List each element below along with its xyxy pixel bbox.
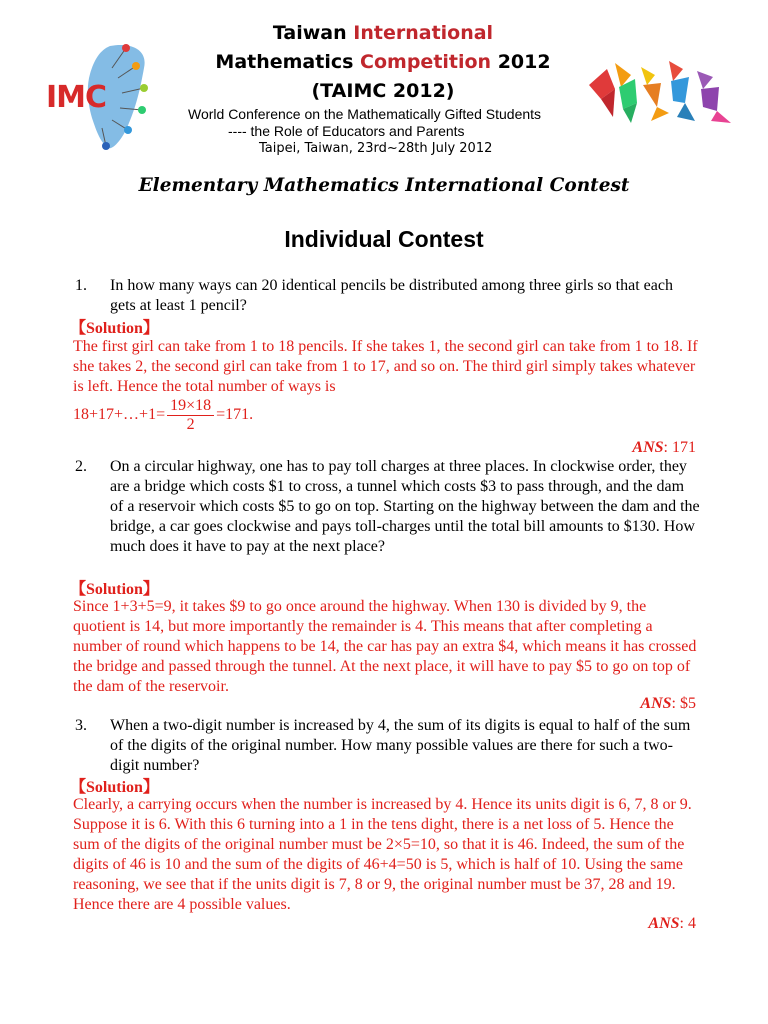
header-international: International bbox=[353, 22, 494, 44]
answer-value: : 4 bbox=[679, 915, 696, 932]
formula-right: =171. bbox=[216, 406, 254, 424]
problem-3-solution: Clearly, a carrying occurs when the number is increased by 4. Hence its units digit is 6, 7, 8 or 9. Suppose it is 6. With this 6 turning into a 1 in the tens dight, there is a net loss of 5. Hence the sum of the digits of the original number must be 2×5=10, so that it is 46. Indeed, the sum of the digits of 46 is 10 and the sum of the digits of 46+4=50 is 5, which is half of 10. Using the same reasoning, we see that if the units digit is 7, 8 or 9, the original number must be 37, 28 and 19. Hence there are 4 possible values. bbox=[73, 796, 692, 913]
header-taiwan: Taiwan bbox=[272, 22, 354, 44]
problem-2-question: On a circular highway, one has to pay toll charges at three places. In clockwise order, they are a bridge which costs $1 to cross, a tunnel which costs $3 to pass through, and the dam of a reservoir which costs $5 to go on top. Starting on the highway between the dam and the bridge, a car goes clockwise and pays toll-charges until the total bill amounts to $130. How much does it have to pay at the next place? bbox=[110, 458, 700, 555]
problem-1-solution: The first girl can take from 1 to 18 pencils. If she takes 1, the second girl can take from 1 to 18. If she takes 2, the second girl can take from 1 to 17, and so on. The third girl simply takes whatever is left. Hence the total number of ways is bbox=[73, 338, 698, 395]
problem-1-number: 1. bbox=[75, 277, 87, 294]
problem-2-number: 2. bbox=[75, 458, 87, 475]
answer-value: : $5 bbox=[671, 695, 696, 712]
problem-2-answer bbox=[640, 695, 696, 713]
problem-2-solution: Since 1+3+5=9, it takes $9 to go once around the highway. When 130 is divided by 9, the quotient is 14, but more importantly the remainder is 4. This means that after completing a number of round which happens to be 14, the car has pay an extra $4, which means it has crossed the bridge and passed through the tunnel. At the next place, it will have to pay $5 to go on top of the dam of the reservoir. bbox=[73, 598, 697, 695]
formula-fraction bbox=[167, 397, 214, 434]
header-competition: Competition bbox=[360, 51, 492, 73]
problem-1-answer bbox=[632, 439, 696, 457]
tangram-figures-logo bbox=[585, 55, 735, 127]
header-line-2 bbox=[163, 51, 603, 73]
header-year: 2012 bbox=[491, 51, 551, 73]
section-title: Individual Contest bbox=[284, 226, 484, 252]
conference-title: World Conference on the Mathematically Gifted Students bbox=[188, 106, 542, 122]
problem-3-answer bbox=[648, 915, 696, 933]
problem-3-number: 3. bbox=[75, 717, 87, 734]
formula-left: 18+17+…+1= bbox=[73, 406, 166, 424]
ans-label: ANS bbox=[648, 915, 680, 932]
fraction-numerator: 19×18 bbox=[167, 397, 214, 416]
fraction-denominator: 2 bbox=[186, 416, 195, 433]
header-mathematics: Mathematics bbox=[215, 51, 361, 73]
problem-1-solution-label: 【Solution】 bbox=[70, 320, 159, 337]
ans-label: ANS bbox=[632, 439, 664, 456]
ans-label: ANS bbox=[640, 695, 672, 712]
header-line-3: (TAIMC 2012) bbox=[311, 80, 455, 102]
logo-text: IMC bbox=[46, 80, 107, 115]
conference-place-date: Taipei, Taiwan, 23rd~28th July 2012 bbox=[259, 141, 493, 156]
problem-2-solution-label: 【Solution】 bbox=[70, 581, 159, 598]
answer-value: : 171 bbox=[663, 439, 696, 456]
conference-subtitle: ---- the Role of Educators and Parents bbox=[228, 123, 465, 139]
contest-title: Elementary Mathematics International Contest bbox=[138, 175, 630, 196]
problem-1-question: In how many ways can 20 identical pencils be distributed among three girls so that each gets at least 1 pencil? bbox=[110, 277, 673, 314]
problem-1-formula bbox=[73, 397, 373, 434]
problem-3-question: When a two-digit number is increased by 4, the sum of its digits is equal to half of the sum of the digits of the original number. How many possible values are there for such a two-digit number? bbox=[110, 717, 691, 774]
header-line-1 bbox=[163, 22, 603, 44]
problem-3-solution-label: 【Solution】 bbox=[70, 779, 159, 796]
